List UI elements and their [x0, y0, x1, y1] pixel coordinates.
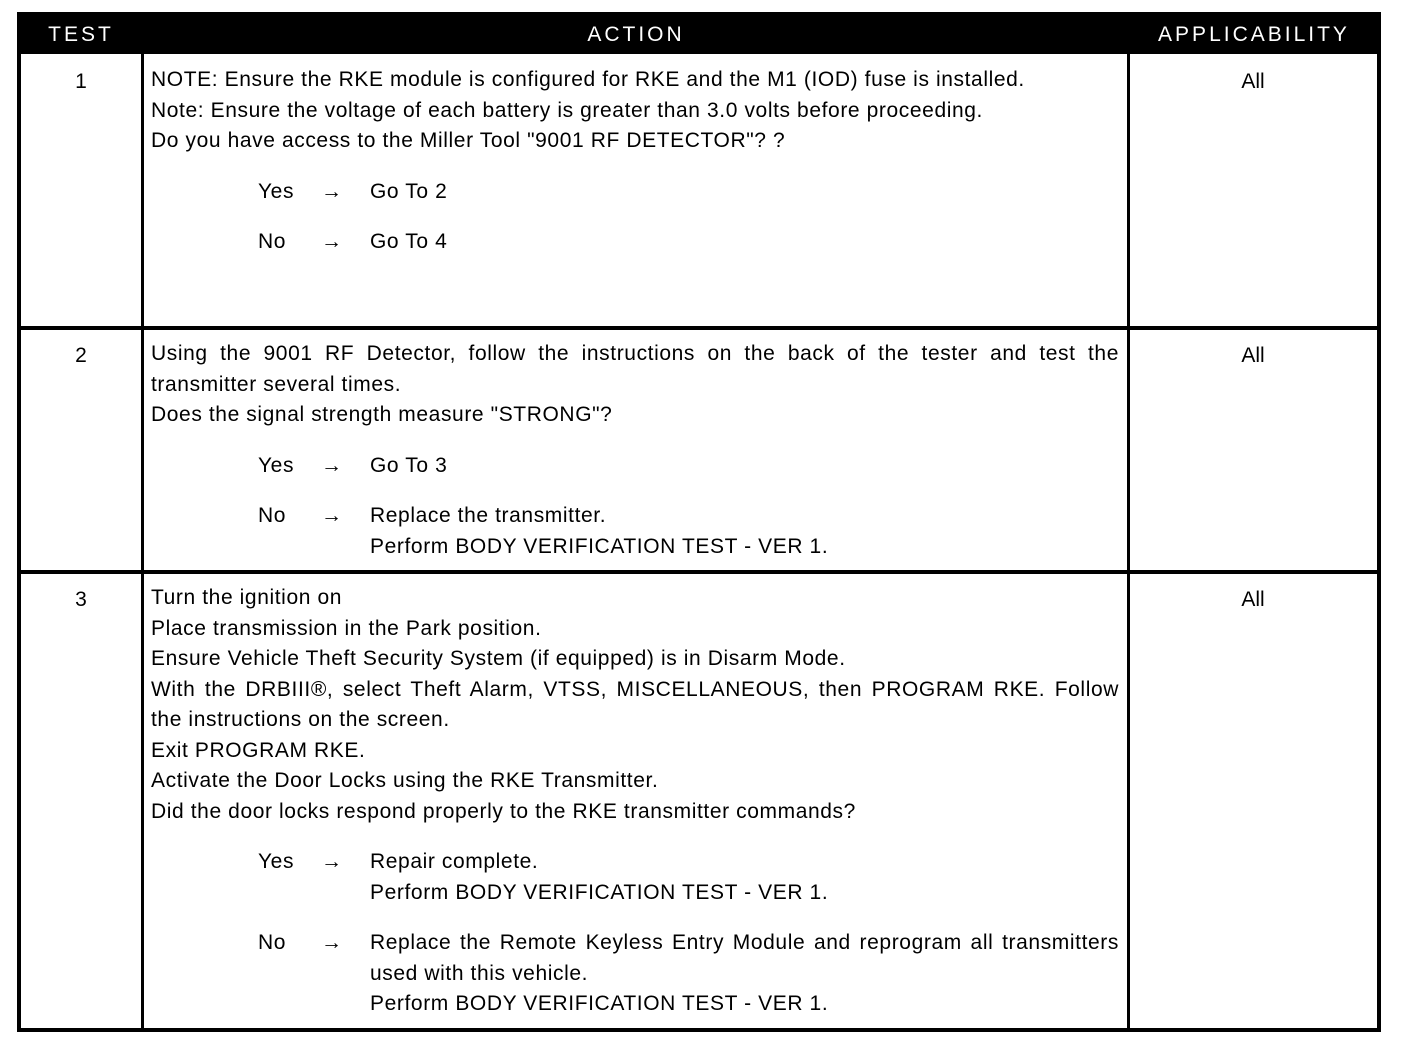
row-divider: [21, 326, 1377, 330]
choice-result: Perform BODY VERIFICATION TEST - VER 1.: [370, 534, 829, 558]
action-cell: [151, 65, 1119, 258]
header-action: ACTION: [587, 23, 685, 46]
applicability-value: All: [1241, 588, 1265, 611]
arrow-icon: →: [321, 850, 343, 873]
test-number: 3: [75, 588, 87, 611]
action-line: Note: Ensure the voltage of each battery is greater than 3.0 volts before proceeding.: [151, 98, 983, 122]
action-line: NOTE: Ensure the RKE module is configured for RKE and the M1 (IOD) fuse is installed.: [151, 68, 1025, 91]
action-line: Place transmission in the Park position.: [151, 616, 542, 640]
table-header: [21, 16, 1377, 54]
choice-result: Replace the transmitter.: [370, 504, 607, 527]
column-divider-left: [141, 54, 144, 1028]
choice-no: [151, 501, 1119, 562]
arrow-icon: →: [321, 179, 343, 203]
choice-no: [151, 227, 1119, 258]
applicability-value: All: [1241, 344, 1265, 367]
action-line: Do you have access to the Miller Tool "9001 RF DETECTOR"? ?: [151, 129, 786, 152]
choice-answer: Yes: [258, 453, 295, 477]
choice-answer: Yes: [258, 850, 295, 873]
action-line: Exit PROGRAM RKE.: [151, 738, 366, 762]
choice-result: Repair complete.: [370, 850, 539, 873]
action-line: Turn the ignition on: [151, 586, 343, 609]
choice-result: Replace the Remote Keyless Entry Module and reprogram all transmitters used with this vehicle.: [370, 931, 1119, 985]
choice-answer: No: [258, 931, 287, 954]
column-divider-right: [1127, 54, 1130, 1028]
choice-yes: [151, 177, 1119, 208]
choice-yes: [151, 847, 1119, 908]
action-cell: [151, 339, 1119, 562]
arrow-icon: →: [321, 504, 343, 527]
action-line: With the DRBIII®, select Theft Alarm, VTSS, MISCELLANEOUS, then PROGRAM RKE. Follow the instructions on the screen.: [151, 677, 1119, 731]
choice-result: Perform BODY VERIFICATION TEST - VER 1.: [370, 992, 829, 1015]
choice-result: Go To 3: [370, 453, 448, 477]
choice-no: [151, 928, 1119, 1020]
choice-yes: [151, 451, 1119, 482]
choice-answer: No: [258, 504, 287, 527]
arrow-icon: →: [321, 931, 343, 954]
test-number: 2: [75, 344, 87, 367]
arrow-icon: →: [321, 230, 343, 253]
header-test: TEST: [48, 23, 114, 46]
arrow-icon: →: [321, 453, 343, 477]
action-line: Ensure Vehicle Theft Security System (if equipped) is in Disarm Mode.: [151, 647, 846, 670]
row-divider: [21, 570, 1377, 574]
diagnostic-test-table: [17, 12, 1381, 1032]
applicability-value: All: [1241, 70, 1265, 93]
action-line: Does the signal strength measure "STRONG"?: [151, 403, 613, 426]
choice-result: Perform BODY VERIFICATION TEST - VER 1.: [370, 880, 829, 904]
test-number: 1: [75, 70, 87, 93]
action-cell: [151, 583, 1119, 1020]
choice-result: Go To 2: [370, 179, 448, 203]
choice-answer: No: [258, 230, 287, 253]
header-applicability: APPLICABILITY: [1158, 23, 1350, 46]
action-line: Activate the Door Locks using the RKE Transmitter.: [151, 769, 659, 792]
action-line: Using the 9001 RF Detector, follow the instructions on the back of the tester and test the transmitter several times.: [151, 342, 1119, 396]
action-line: Did the door locks respond properly to the RKE transmitter commands?: [151, 799, 856, 823]
choice-result: Go To 4: [370, 230, 448, 253]
choice-answer: Yes: [258, 179, 295, 203]
